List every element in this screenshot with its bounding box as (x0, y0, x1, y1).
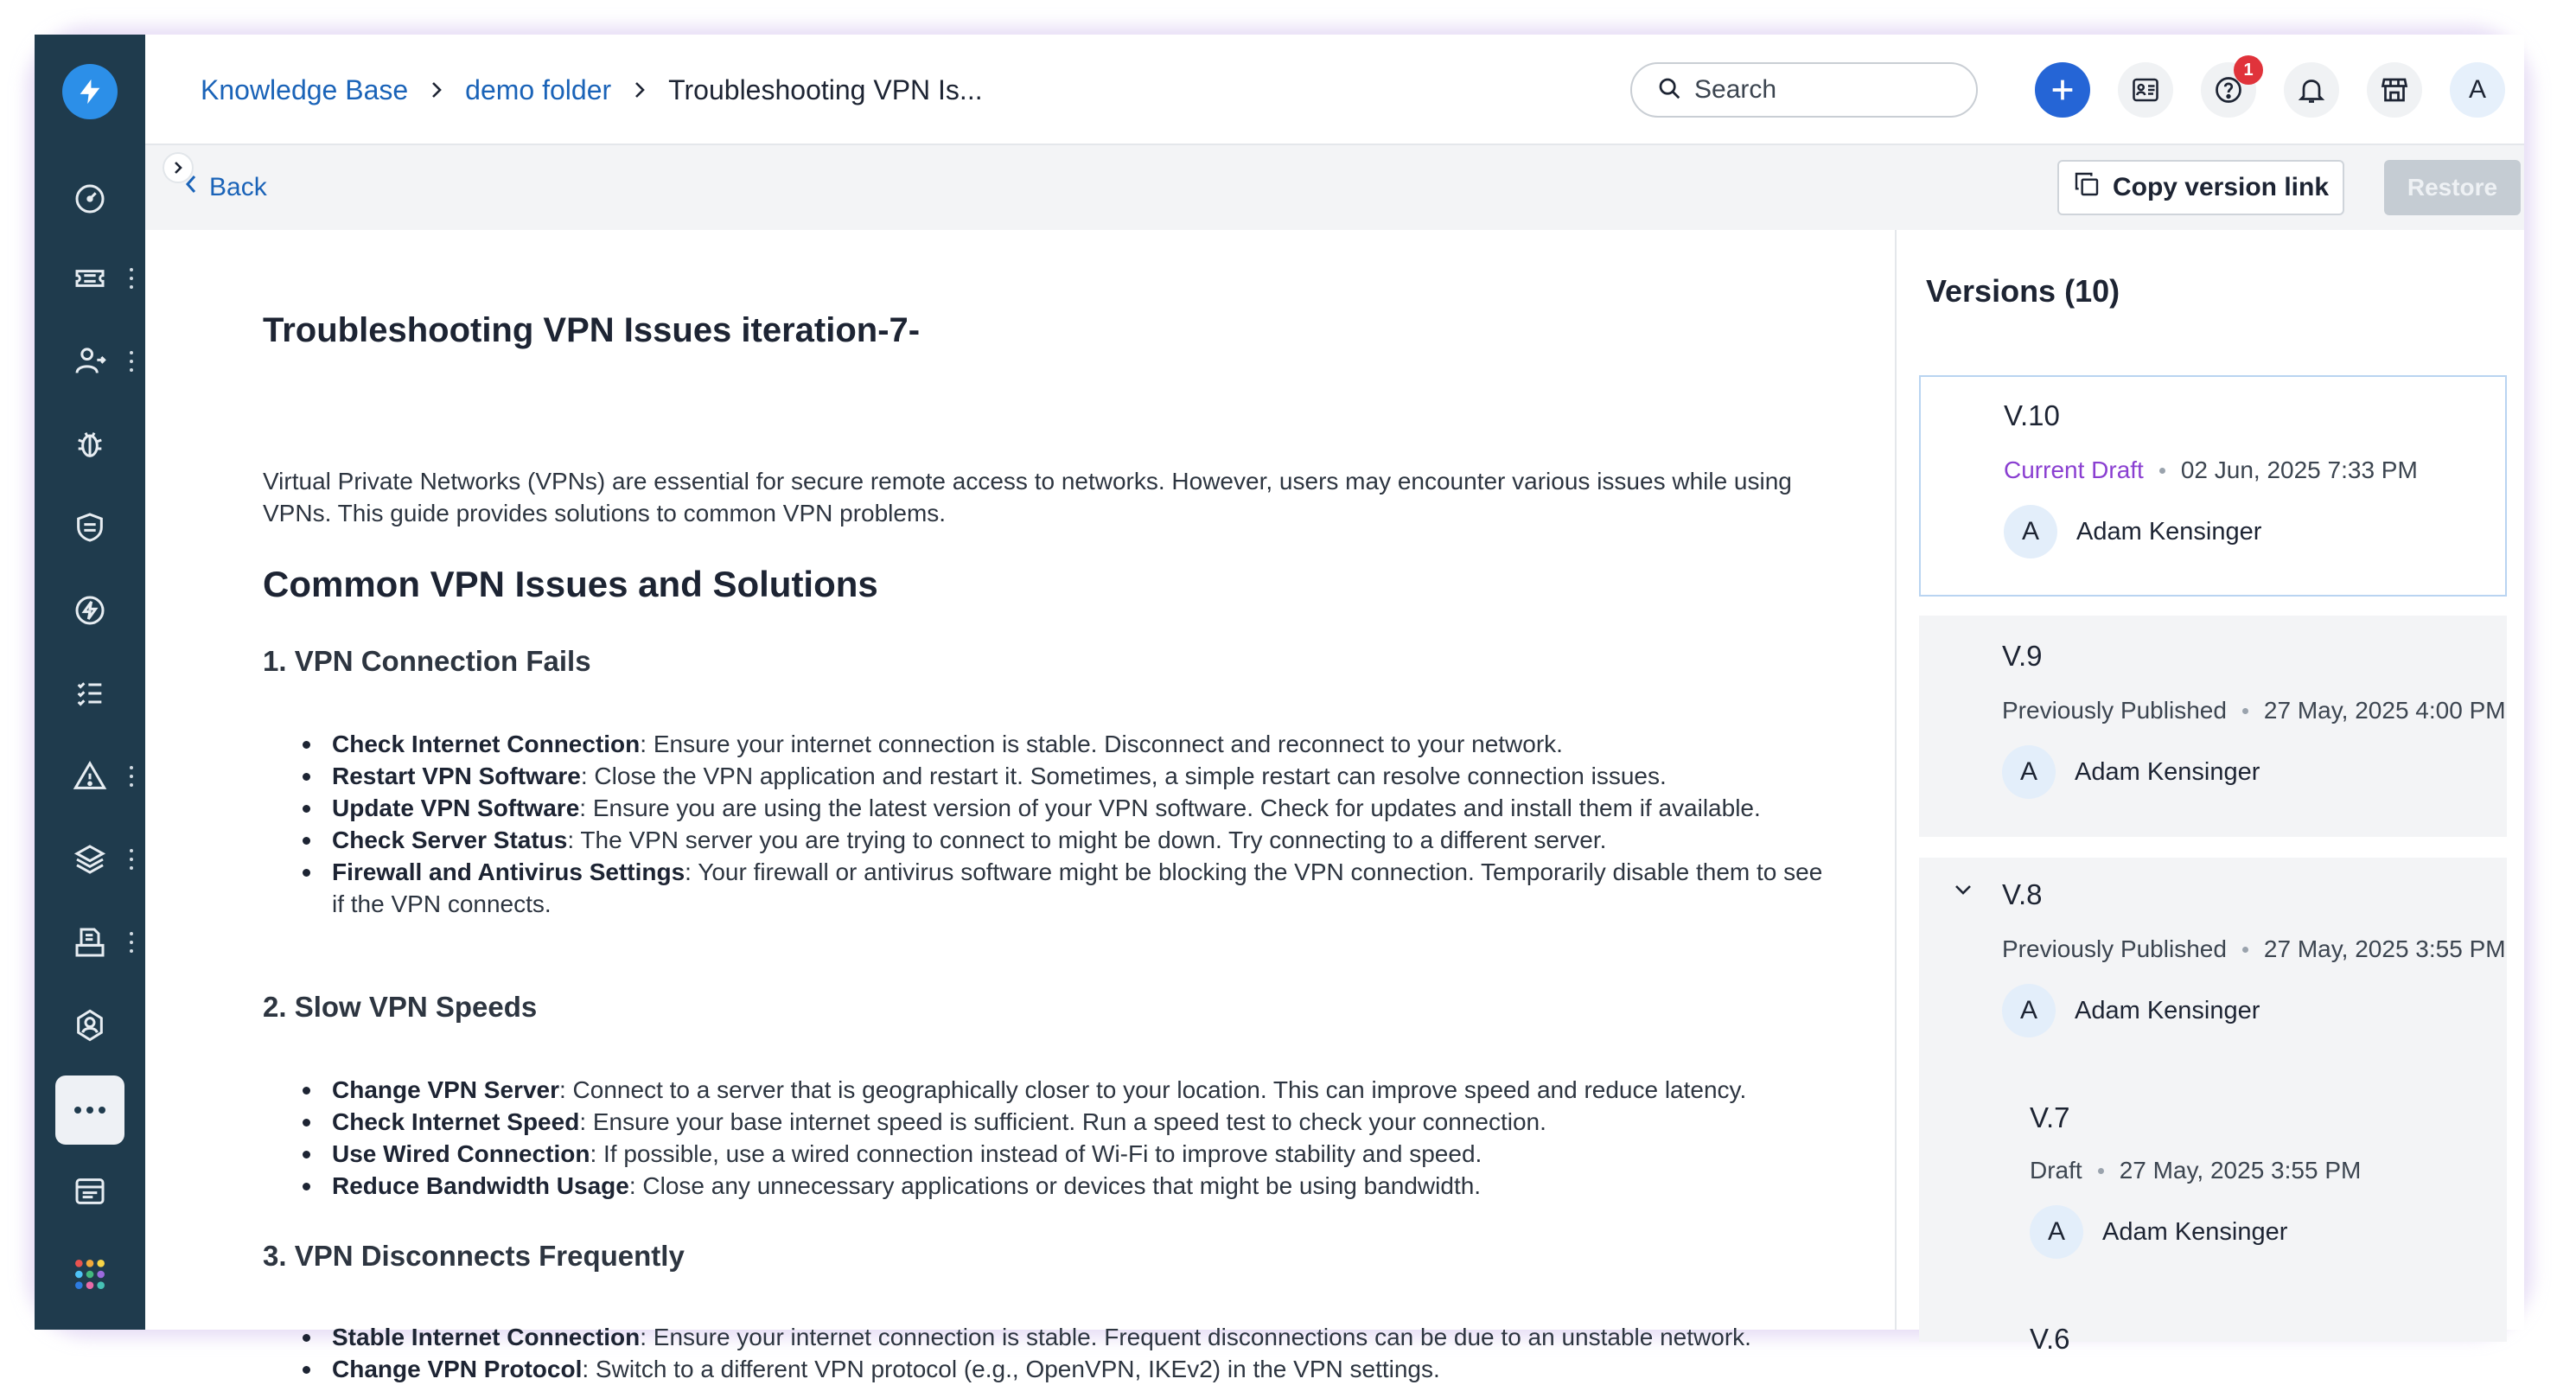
bullet-list (303, 1074, 1841, 1202)
apps-grid-icon[interactable] (55, 1240, 124, 1309)
layers-icon[interactable] (55, 825, 124, 894)
list-item: Reduce Bandwidth Usage: Close any unnecessary applications or devices that might be using bandwidth. (303, 1170, 1841, 1202)
author-name: Adam Kensinger (2075, 996, 2260, 1024)
version-meta (2002, 697, 2506, 724)
search-icon (1656, 75, 1682, 105)
automation-bolt-icon[interactable] (55, 576, 124, 645)
version-author (2004, 505, 2261, 558)
search-input[interactable] (1630, 62, 1978, 118)
list-item: Check Internet Speed: Ensure your base internet speed is sufficient. Run a speed test to check your connection. (303, 1106, 1841, 1138)
notification-count-badge: 1 (2234, 55, 2263, 85)
tickets-icon[interactable] (55, 244, 124, 313)
list-item: Update VPN Software: Ensure you are using the latest version of your VPN software. Check for updates and install them if available. (303, 792, 1841, 824)
article-title: Troubleshooting VPN Issues iteration-7- (263, 311, 921, 349)
more-menu-icon[interactable] (55, 1075, 124, 1145)
marketplace-store-icon[interactable] (2367, 62, 2422, 118)
author-name: Adam Kensinger (2076, 517, 2262, 546)
copy-label: Copy version link (2112, 173, 2330, 201)
user-avatar[interactable]: A (2450, 62, 2505, 118)
list-item: Check Internet Connection: Ensure your internet connection is stable. Disconnect and reconnect to your network. (303, 728, 1841, 760)
list-item: Change VPN Server: Connect to a server that is geographically closer to your location. This can improve speed and reduce latency. (303, 1074, 1841, 1106)
add-new-button[interactable] (2035, 62, 2090, 118)
copy-icon (2073, 170, 2101, 205)
version-toolbar (145, 145, 2524, 230)
version-date: 27 May, 2025 3:55 PM (2119, 1157, 2362, 1184)
list-item: Change VPN Protocol: Switch to a different VPN protocol (e.g., OpenVPN, IKEv2) in the VPN settings. (303, 1353, 1841, 1385)
list-item: Firewall and Antivirus Settings: Your firewall or antivirus software might be blocking the VPN connection. Temporarily disable them to see if the VPN connects. (303, 856, 1841, 920)
version-number: V.10 (2004, 399, 2060, 431)
dashboard-gauge-icon[interactable] (55, 164, 124, 233)
tasks-checklist-icon[interactable] (55, 659, 124, 728)
versions-title: Versions (10) (1926, 273, 2120, 309)
top-header (145, 35, 2524, 145)
article-intro: Virtual Private Networks (VPNs) are essential for secure remote access to networks. However, users may encounter various issues while using VPNs. This guide provides solutions to common VPN problems. (263, 468, 1792, 527)
bullet-list (303, 728, 1841, 920)
support-agent-icon[interactable] (55, 991, 124, 1060)
version-author (2030, 1205, 2287, 1259)
copy-version-link-button[interactable] (2057, 160, 2344, 215)
section-heading: Common VPN Issues and Solutions (263, 564, 878, 604)
list-item: Stable Internet Connection: Ensure your internet connection is stable. Frequent disconnections can be due to an unstable network. (303, 1321, 1841, 1353)
breadcrumb-demo-folder[interactable]: demo folder (465, 73, 612, 105)
version-status: Draft (2030, 1157, 2082, 1184)
chevron-down-icon[interactable] (1954, 884, 1973, 900)
separator-dot (2098, 1168, 2104, 1174)
subsection-heading: 1. VPN Connection Fails (263, 645, 591, 677)
tickets-more-icon[interactable] (128, 268, 135, 289)
problems-bug-icon[interactable] (55, 410, 124, 479)
version-status: Previously Published (2002, 935, 2227, 962)
version-date: 27 May, 2025 3:55 PM (2263, 935, 2506, 962)
contact-card-icon[interactable] (2118, 62, 2173, 118)
version-card-expanded[interactable] (1919, 858, 2507, 1355)
version-meta (2030, 1157, 2361, 1184)
alerts-more-icon[interactable] (128, 766, 135, 787)
chevron-right-icon (430, 80, 443, 99)
avatar: A (2030, 1205, 2083, 1259)
versions-panel (1895, 230, 2524, 1355)
version-number[interactable]: V.7 (2030, 1101, 2070, 1133)
version-card[interactable] (1919, 616, 2507, 837)
breadcrumb-knowledge-base[interactable]: Knowledge Base (201, 73, 409, 105)
list-item: Check Server Status: The VPN server you are trying to connect to might be down. Try connecting to a different server. (303, 824, 1841, 856)
back-label: Back (209, 173, 267, 201)
app-window (35, 35, 2524, 1382)
version-number[interactable]: V.6 (2030, 1323, 2070, 1355)
version-meta (2004, 456, 2418, 484)
list-item: Restart VPN Software: Close the VPN application and restart it. Sometimes, a simple restart can resolve connection issues. (303, 760, 1841, 792)
alerts-warning-icon[interactable] (55, 742, 124, 811)
search-placeholder: Search (1694, 75, 1777, 104)
left-sidebar (35, 35, 145, 1330)
layers-more-icon[interactable] (128, 849, 135, 870)
author-name: Adam Kensinger (2102, 1217, 2288, 1246)
security-shield-icon[interactable] (55, 493, 124, 562)
separator-dot (2159, 468, 2165, 474)
breadcrumb (201, 35, 983, 145)
version-author (2002, 745, 2260, 799)
version-status: Current Draft (2004, 456, 2144, 483)
breadcrumb-current-article: Troubleshooting VPN Is... (668, 73, 983, 105)
catalog-window-icon[interactable] (55, 1157, 124, 1226)
author-name: Adam Kensinger (2075, 757, 2260, 786)
article-content (145, 230, 1895, 1382)
list-item: Use Wired Connection: If possible, use a wired connection instead of Wi-Fi to improve stability and speed. (303, 1138, 1841, 1170)
version-author (2002, 984, 2260, 1037)
app-logo-bolt-icon[interactable] (62, 64, 118, 119)
avatar: A (2004, 505, 2057, 558)
contacts-more-icon[interactable] (128, 351, 135, 372)
subsection-heading: 3. VPN Disconnects Frequently (263, 1240, 685, 1272)
separator-dot (2242, 947, 2248, 953)
avatar: A (2002, 745, 2056, 799)
bullet-list (303, 1321, 1841, 1385)
avatar: A (2002, 984, 2056, 1037)
version-date: 02 Jun, 2025 7:33 PM (2180, 456, 2418, 483)
reports-more-icon[interactable] (128, 932, 135, 953)
contacts-icon[interactable] (55, 327, 124, 396)
subsection-heading: 2. Slow VPN Speeds (263, 991, 538, 1023)
version-meta (2002, 935, 2506, 963)
reports-inbox-icon[interactable] (55, 908, 124, 977)
version-date: 27 May, 2025 4:00 PM (2263, 697, 2506, 724)
chevron-right-icon (634, 80, 646, 99)
separator-dot (2242, 708, 2248, 714)
expand-sidebar-chevron-icon[interactable] (163, 152, 194, 183)
restore-button[interactable]: Restore (2384, 160, 2521, 215)
back-button[interactable] (183, 145, 267, 230)
version-number: V.8 (2002, 878, 2043, 910)
version-card-current[interactable] (1919, 375, 2507, 597)
version-number: V.9 (2002, 640, 2043, 672)
help-question-button[interactable] (2201, 62, 2256, 118)
version-status: Previously Published (2002, 697, 2227, 724)
notifications-bell-icon[interactable] (2284, 62, 2339, 118)
